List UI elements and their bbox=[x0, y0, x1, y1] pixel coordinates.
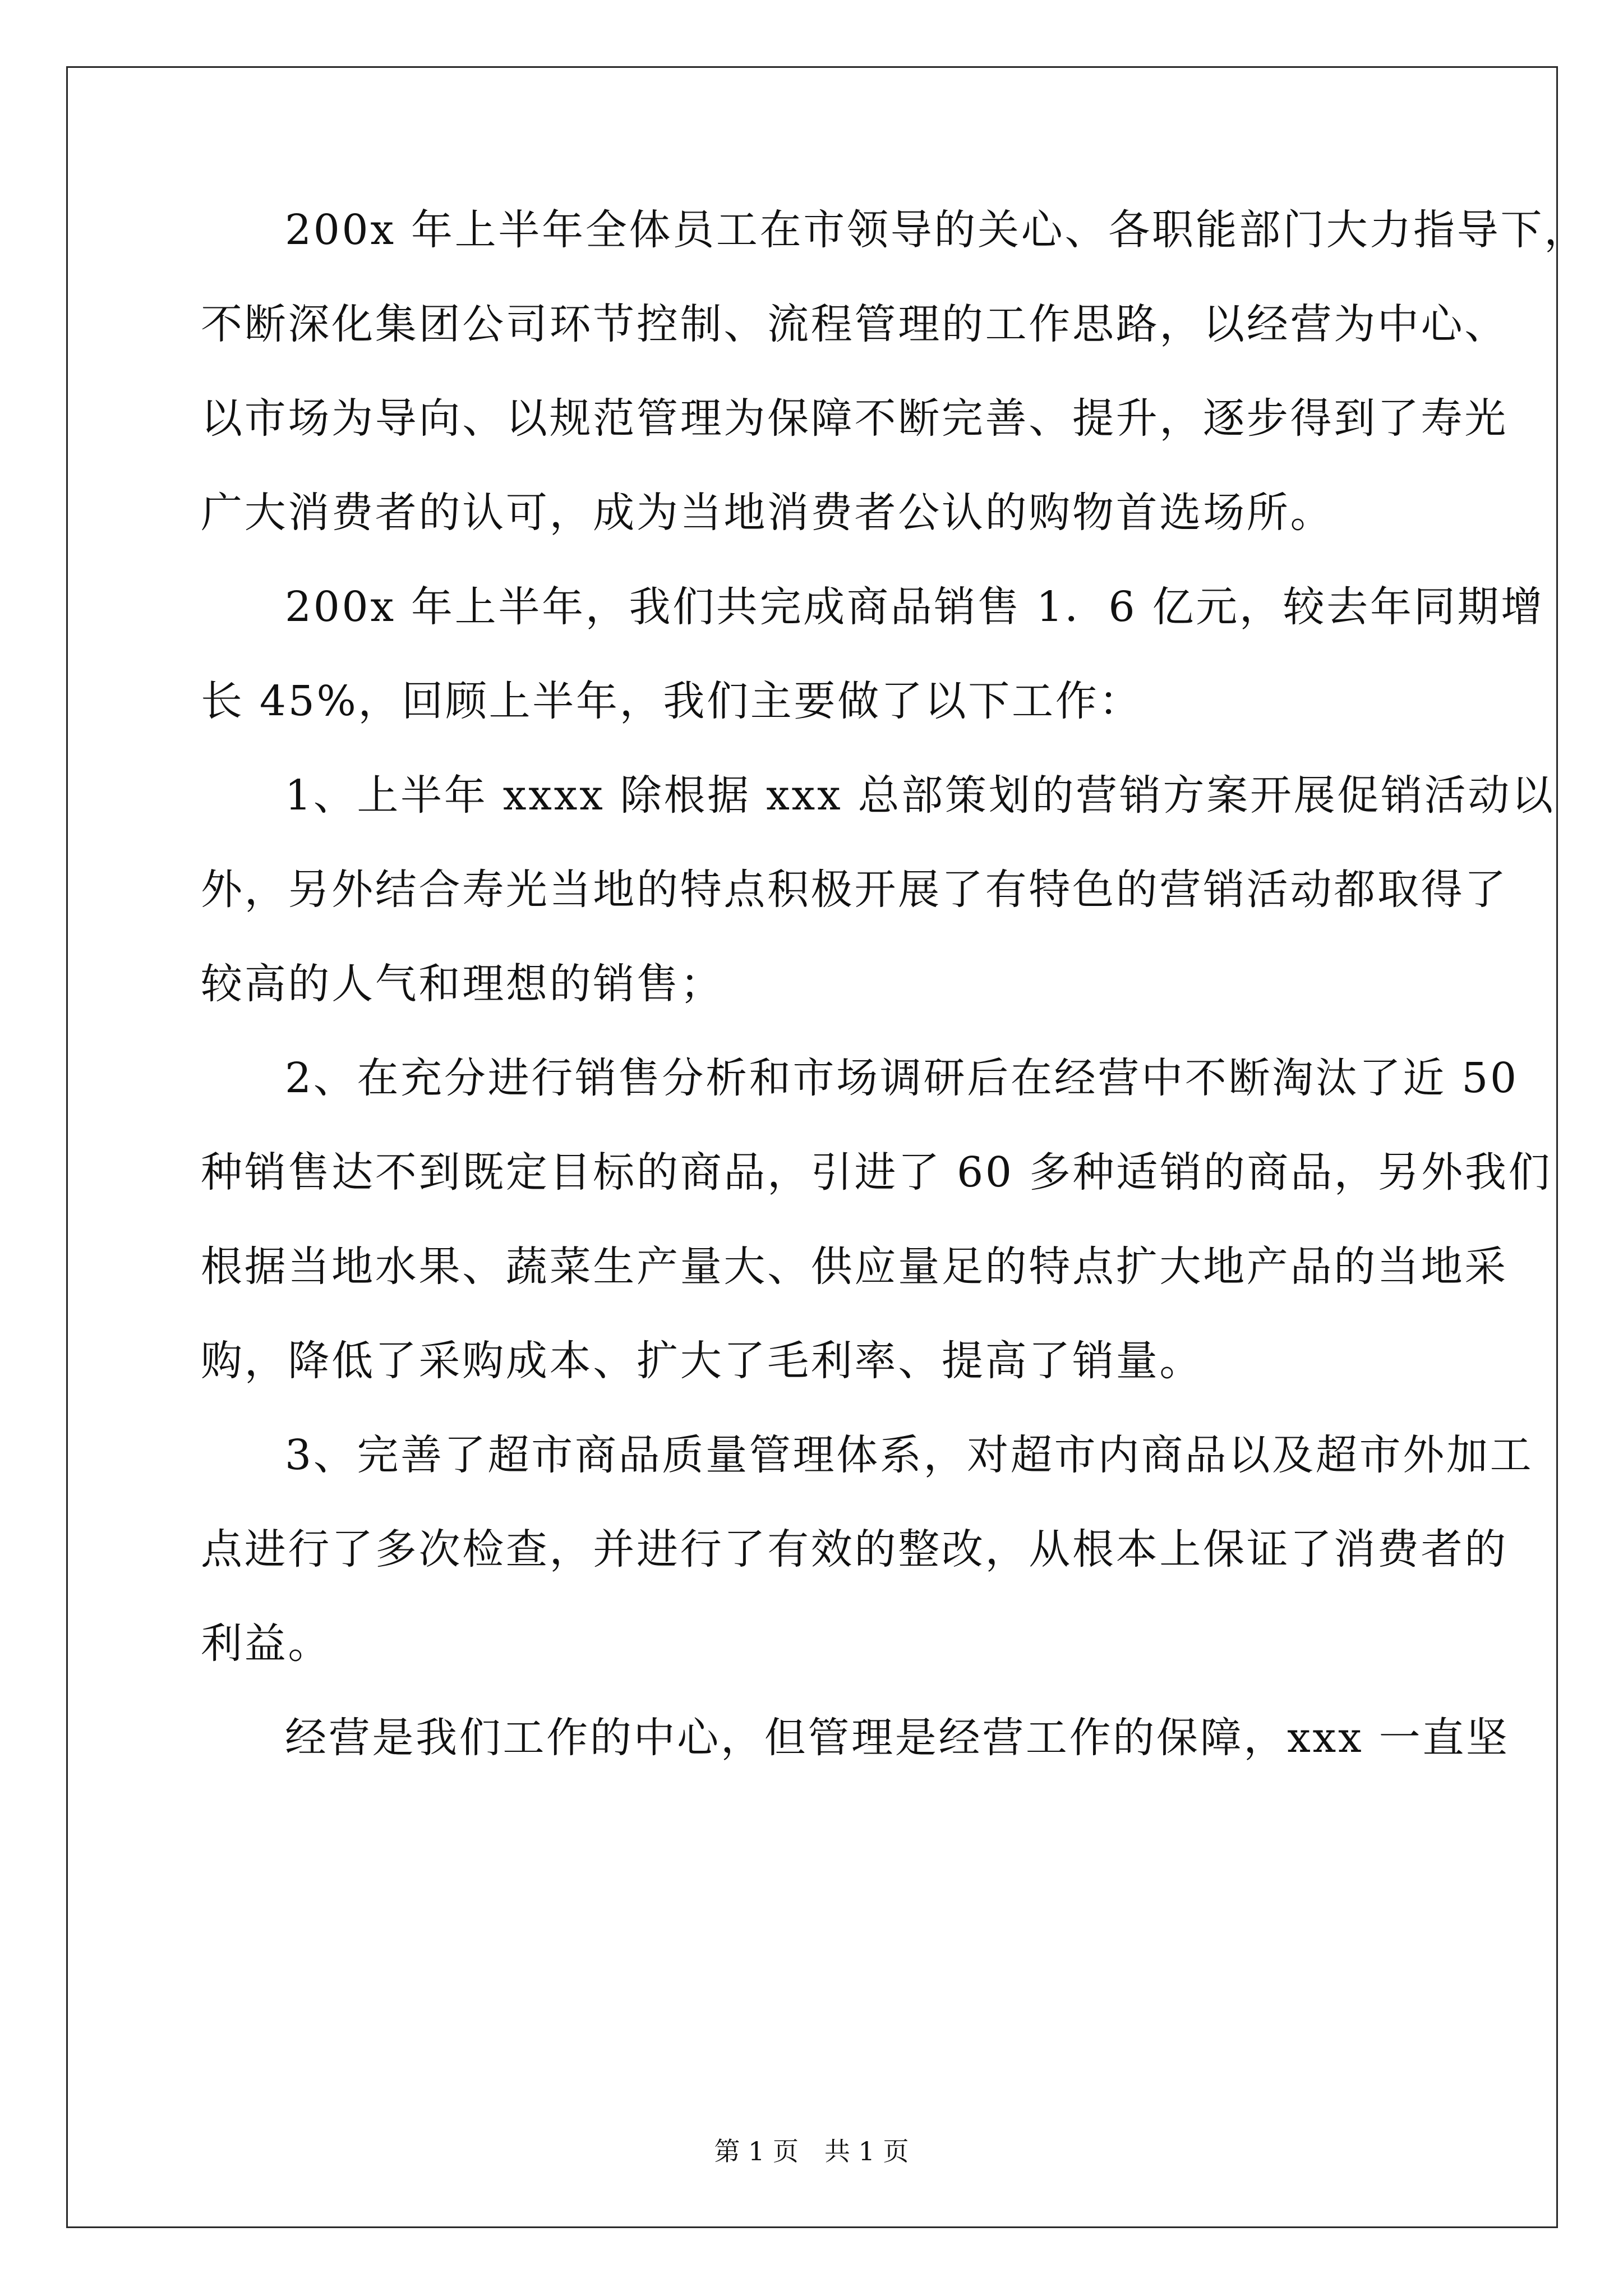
paragraph-4-line-3: 根据当地水果、蔬菜生产量大、供应量足的特点扩大地产品的当地采 bbox=[201, 1243, 1508, 1291]
paragraph-6-line-1: 经营是我们工作的中心，但管理是经营工作的保障，xxx 一直坚 bbox=[285, 1714, 1510, 1762]
paragraph-1-line-2: 不断深化集团公司环节控制、流程管理的工作思路，以经营为中心、 bbox=[201, 300, 1508, 348]
paragraph-3-line-2: 外，另外结合寿光当地的特点积极开展了有特色的营销活动都取得了 bbox=[201, 866, 1508, 914]
paragraph-1-line-3: 以市场为导向、以规范管理为保障不断完善、提升，逐步得到了寿光 bbox=[201, 394, 1508, 443]
paragraph-4-line-4: 购，降低了采购成本、扩大了毛利率、提高了销量。 bbox=[201, 1337, 1204, 1385]
page-number-footer: 第 1 页 共 1 页 bbox=[714, 2136, 909, 2166]
paragraph-3-line-3: 较高的人气和理想的销售； bbox=[201, 960, 724, 1008]
paragraph-2-line-2: 长 45%，回顾上半年，我们主要做了以下工作： bbox=[201, 677, 1143, 725]
paragraph-4-line-2: 种销售达不到既定目标的商品，引进了 60 多种适销的商品，另外我们 bbox=[201, 1148, 1552, 1197]
paragraph-1-line-1: 200x 年上半年全体员工在市领导的关心、各职能部门大力指导下， bbox=[285, 206, 1588, 254]
paragraph-3-line-1: 1、上半年 xxxx 除根据 xxx 总部策划的营销方案开展促销活动以 bbox=[285, 771, 1555, 820]
paragraph-4-line-1: 2、在充分进行销售分析和市场调研后在经营中不断淘汰了近 50 bbox=[285, 1054, 1519, 1102]
paragraph-2-line-1: 200x 年上半年，我们共完成商品销售 1．6 亿元，较去年同期增 bbox=[285, 583, 1544, 631]
paragraph-5-line-2: 点进行了多次检查，并进行了有效的整改，从根本上保证了消费者的 bbox=[201, 1525, 1508, 1573]
paragraph-5-line-3: 利益。 bbox=[201, 1619, 332, 1668]
paragraph-5-line-1: 3、完善了超市商品质量管理体系，对超市内商品以及超市外加工 bbox=[285, 1431, 1534, 1479]
paragraph-1-line-4: 广大消费者的认可，成为当地消费者公认的购物首选场所。 bbox=[201, 489, 1334, 537]
